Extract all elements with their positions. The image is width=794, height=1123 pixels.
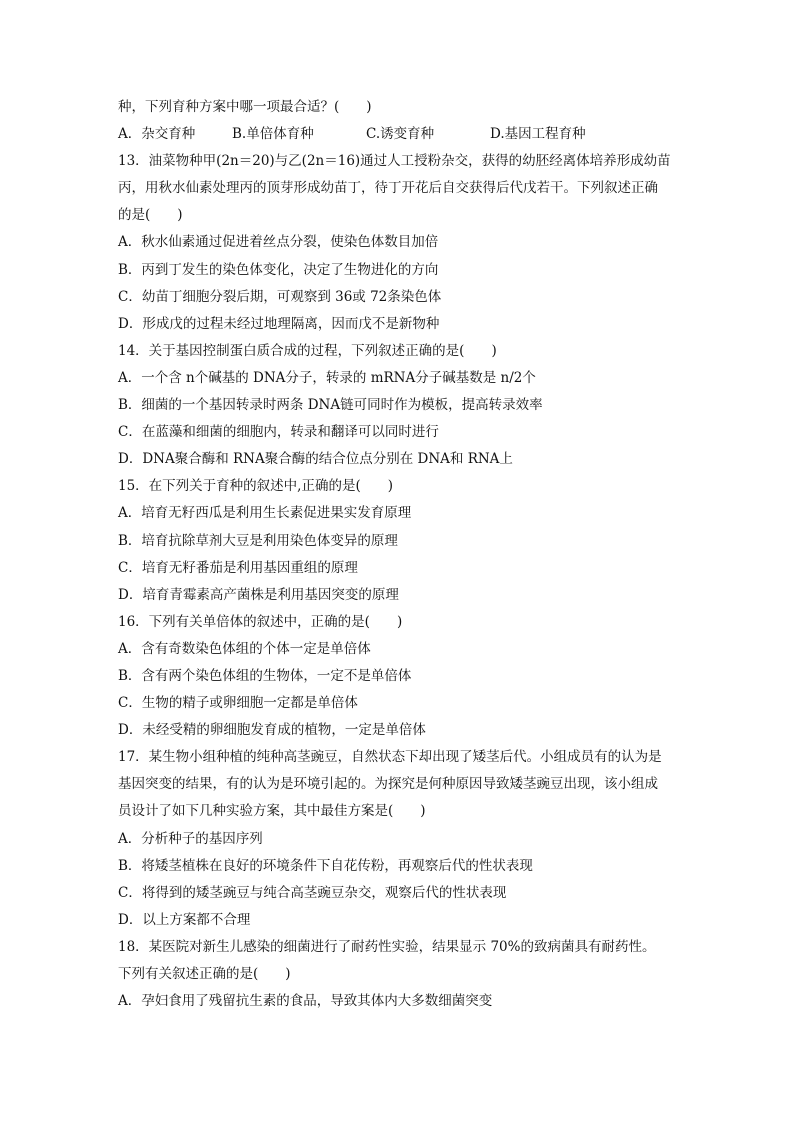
q13-option-b: B．丙到丁发生的染色体变化，决定了生物进化的方向 [118, 261, 439, 278]
q17-stem-line-1: 17．某生物小组种植的纯种高茎豌豆，自然状态下却出现了矮茎后代。小组成员有的认为是 [118, 749, 662, 766]
q13-option-d: D．形成戊的过程未经过地理隔离，因而戊不是新物种 [118, 315, 440, 332]
q15-option-b: B．培育抗除草剂大豆是利用染色体变异的原理 [118, 532, 398, 549]
q17-option-b: B．将矮茎植株在良好的环境条件下自花传粉，再观察后代的性状表现 [118, 857, 533, 874]
q13-stem-line-3: 的是( ) [118, 207, 183, 224]
q17-option-d: D．以上方案都不合理 [118, 911, 251, 928]
q14-option-b: B．细菌的一个基因转录时两条 DNA链可同时作为模板，提高转录效率 [118, 397, 543, 414]
q15-stem: 15．在下列关于育种的叙述中,正确的是( ) [118, 478, 394, 495]
question-list [118, 94, 678, 1015]
q12-options [118, 121, 678, 148]
q14-option-a: A．一个含 n个碱基的 DNA分子，转录的 mRNA分子碱基数是 n/2个 [118, 369, 536, 386]
q18-stem-line-2: 下列有关叙述正确的是( ) [118, 966, 291, 982]
q12-option-c: C.诱变育种 [366, 126, 435, 143]
q16-option-c: C．生物的精子或卵细胞一定都是单倍体 [118, 695, 358, 712]
q13-option-a: A．秋水仙素通过促进着丝点分裂，使染色体数目加倍 [118, 234, 439, 251]
q17-option-c: C．将得到的矮茎豌豆与纯合高茎豌豆杂交，观察后代的性状表现 [118, 884, 507, 901]
q14-option-c: C．在蓝藻和细菌的细胞内，转录和翻译可以同时进行 [118, 424, 439, 441]
q12-option-a: A．杂交育种 [118, 126, 196, 143]
q13-stem-line-2: 丙，用秋水仙素处理丙的顶芽形成幼苗丁，待丁开花后自交获得后代戊若干。下列叙述正确 [118, 180, 658, 197]
q17-option-a: A．分析种子的基因序列 [118, 830, 263, 847]
q16-option-d: D．未经受精的卵细胞发育成的植物，一定是单倍体 [118, 722, 426, 739]
q15-option-c: C．培育无籽番茄是利用基因重组的原理 [118, 559, 358, 576]
q18-option-a: A．孕妇食用了残留抗生素的食品，导致其体内大多数细菌突变 [118, 993, 493, 1010]
q14-stem: 14．关于基因控制蛋白质合成的过程，下列叙述正确的是( ) [118, 342, 497, 359]
q13-stem-line-1: 13．油菜物种甲(2n＝20)与乙(2n＝16)通过人工授粉杂交，获得的幼胚经离体培养形成幼苗 [118, 153, 671, 170]
q12-option-b: B.单倍体育种 [232, 126, 314, 143]
q17-stem-line-2: 基因突变的结果，有的认为是环境引起的。为探究是何种原因导致矮茎豌豆出现，该小组成 [118, 776, 658, 793]
q13-option-c: C．幼苗丁细胞分裂后期，可观察到 36或 72条染色体 [118, 288, 442, 305]
q15-option-a: A．培育无籽西瓜是利用生长素促进果实发育原理 [118, 505, 412, 522]
q12-option-d: D.基因工程育种 [490, 126, 586, 143]
q18-stem-line-1: 18．某医院对新生儿感染的细菌进行了耐药性实验，结果显示 70%的致病菌具有耐药性。 [118, 938, 656, 955]
q12-stem-continuation: 种，下列育种方案中哪一项最合适？( ) [118, 99, 372, 115]
q16-option-a: A．含有奇数染色体组的个体一定是单倍体 [118, 640, 371, 657]
q15-option-d: D．培育青霉素高产菌株是利用基因突变的原理 [118, 586, 399, 603]
q14-option-d: D．DNA聚合酶和 RNA聚合酶的结合位点分别在 DNA和 RNA上 [118, 451, 513, 468]
q16-option-b: B．含有两个染色体组的生物体，一定不是单倍体 [118, 667, 412, 684]
q17-stem-line-3: 员设计了如下几种实验方案，其中最佳方案是( ) [118, 803, 426, 820]
q16-stem: 16．下列有关单倍体的叙述中，正确的是( ) [118, 613, 403, 630]
